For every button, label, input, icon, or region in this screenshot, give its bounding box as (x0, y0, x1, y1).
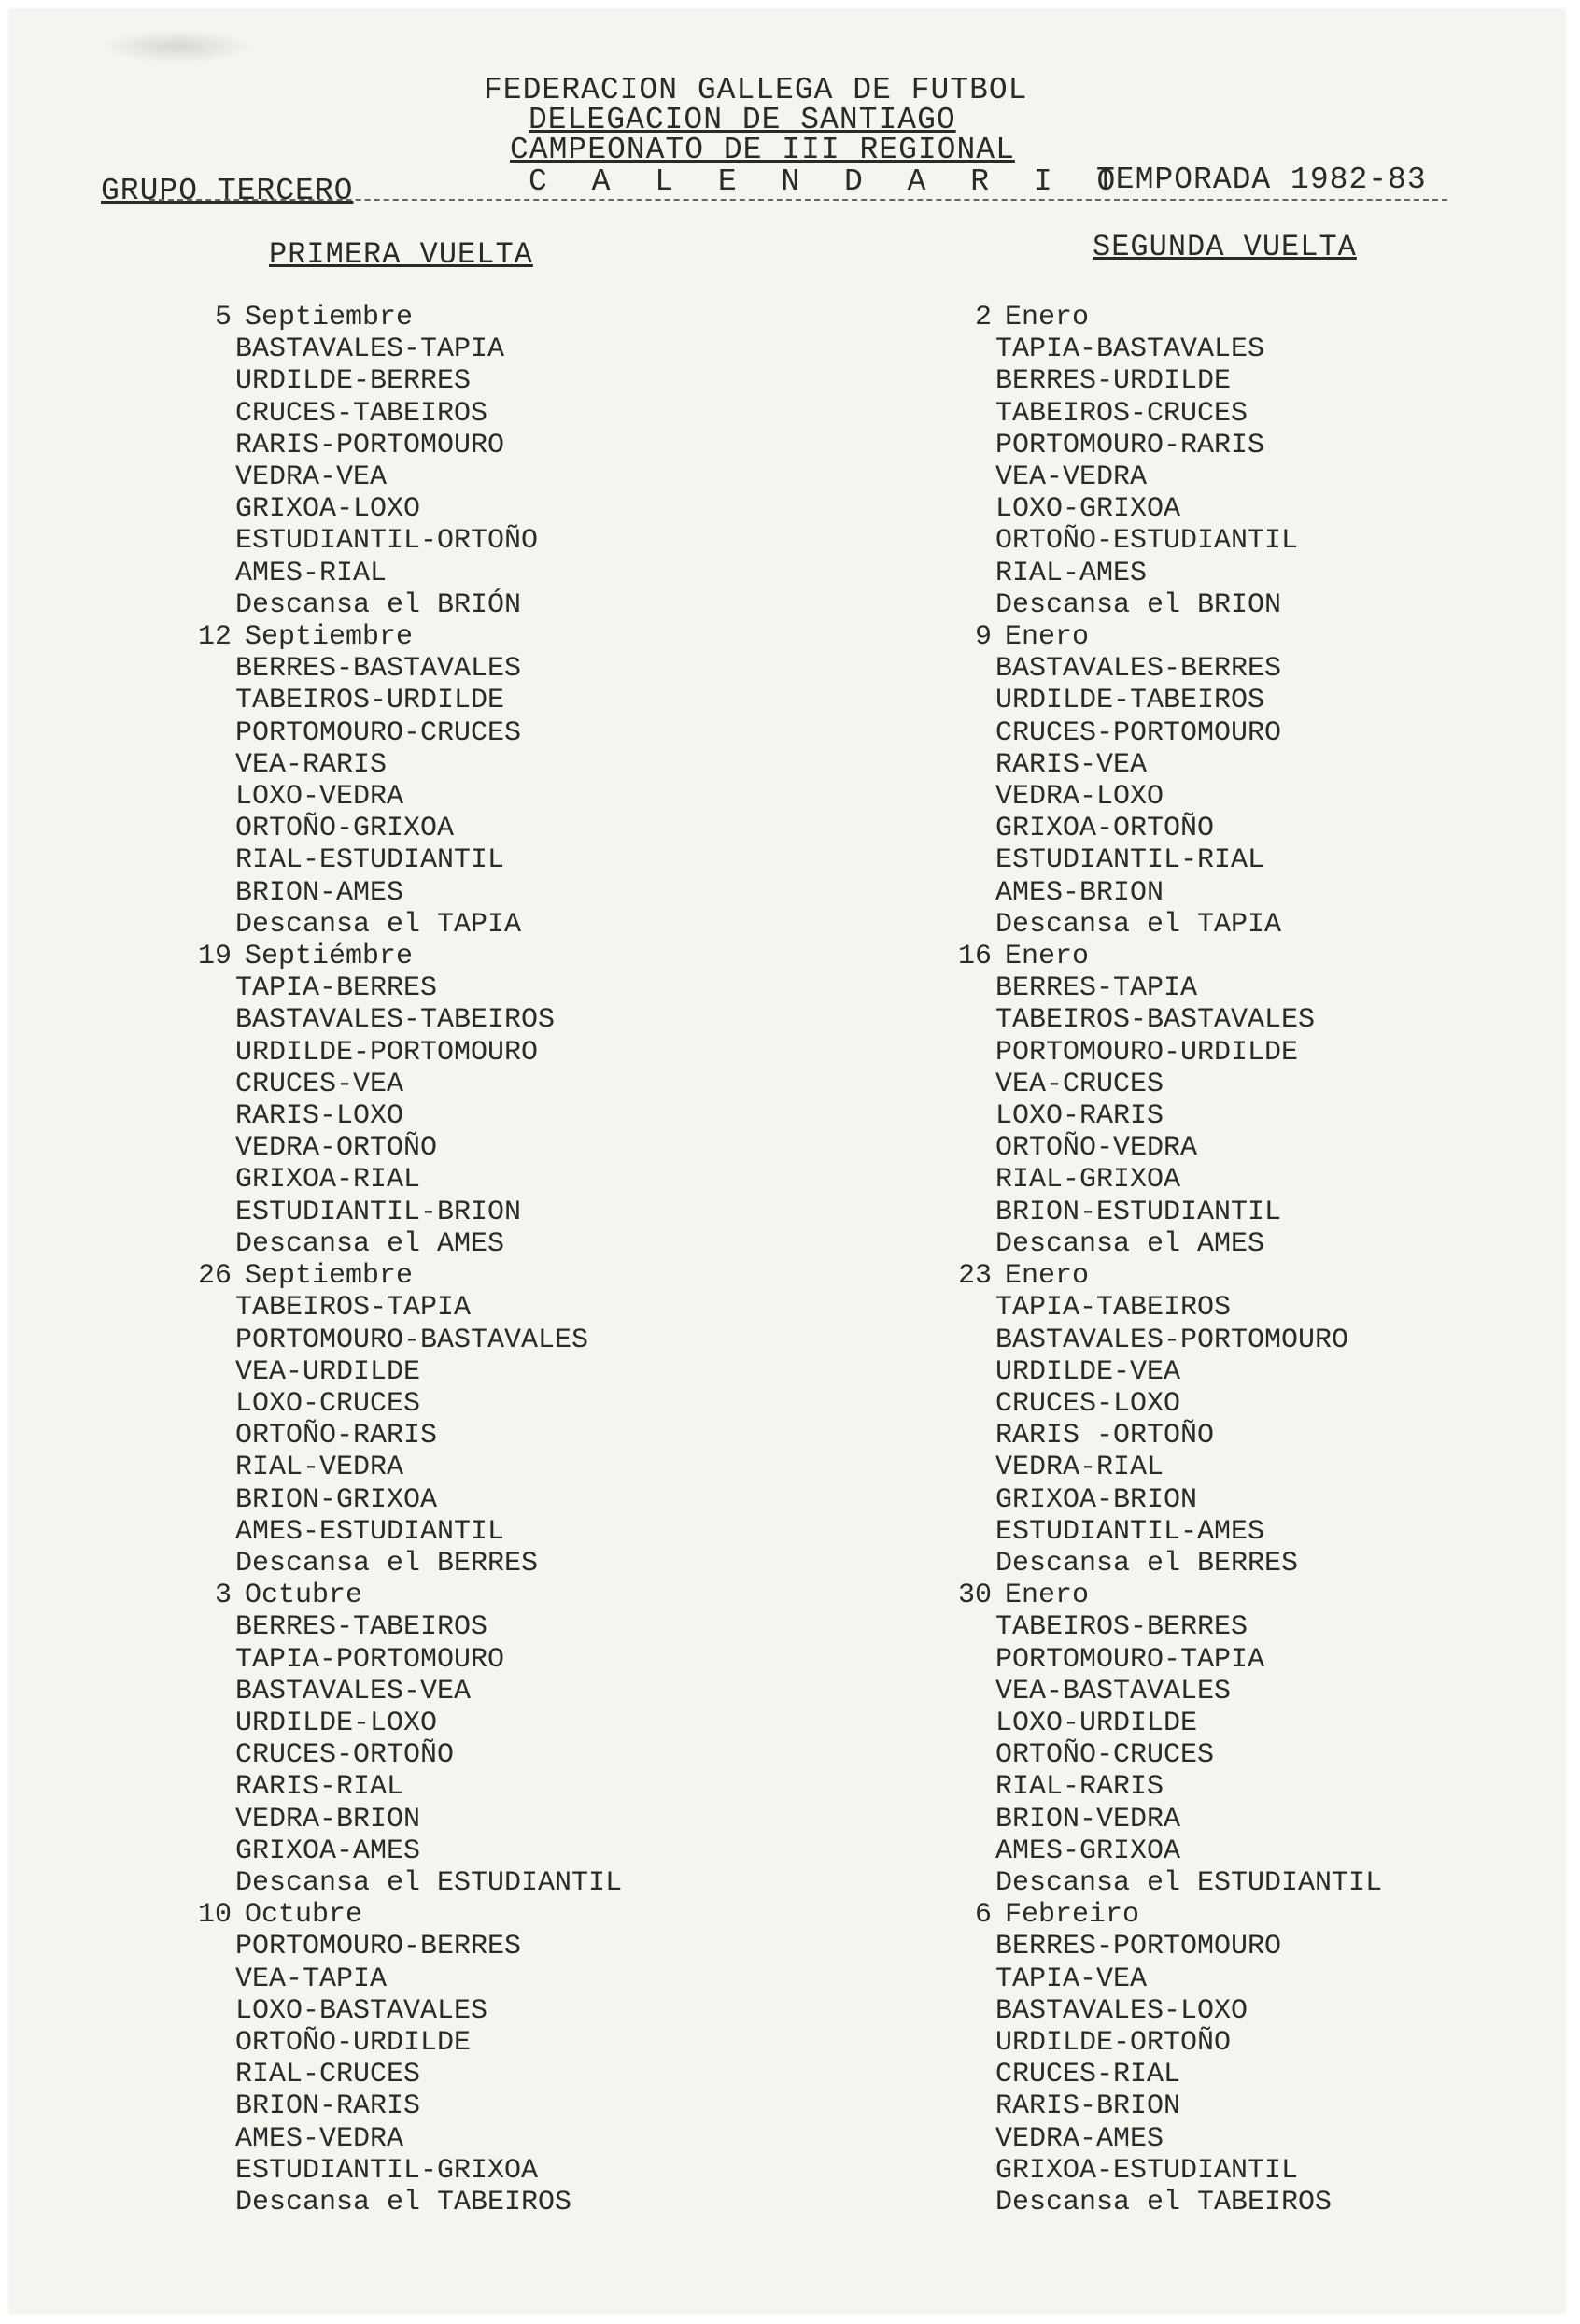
fixture: ORTOÑO-VEDRA (995, 1132, 1198, 1165)
matchday (187, 1899, 622, 2218)
fixture: ESTUDIANTIL-RIAL (995, 844, 1265, 877)
fixture: TAPIA-PORTOMOURO (235, 1643, 505, 1676)
fixture: URDILDE-BERRES (235, 365, 472, 398)
first-leg-title: PRIMERA VUELTA (269, 237, 533, 272)
fixture: PORTOMOURO-TAPIA (995, 1643, 1265, 1676)
fixture: VEA-VEDRA (995, 461, 1148, 494)
season-label: TEMPORADA 1982-83 (1096, 163, 1427, 197)
fixture: VEA-URDILDE (235, 1355, 421, 1388)
fixture: URDILDE-ORTOÑO (995, 2026, 1232, 2059)
fixture: BRION-GRIXOA (235, 1483, 438, 1516)
matchday-month: Enero (1005, 1260, 1090, 1293)
fixture: RIAL-CRUCES (235, 2059, 421, 2091)
fixture: BERRES-TAPIA (995, 972, 1198, 1005)
matchday-header (187, 1899, 622, 1931)
fixture: VEA-CRUCES (995, 1068, 1164, 1100)
fixture: CRUCES-RIAL (995, 2059, 1181, 2091)
fixture: RARIS-BRION (995, 2090, 1181, 2123)
fixture: BASTAVALES-LOXO (995, 1994, 1248, 2027)
header-divider (149, 199, 1447, 201)
rest-team: Descansa el TABEIROS (995, 2186, 1333, 2218)
matchday-header (947, 1899, 1382, 1931)
fixture: TABEIROS-CRUCES (995, 397, 1248, 430)
fixture: VEDRA-RIAL (995, 1452, 1164, 1484)
matchday-month: Febreiro (1005, 1899, 1140, 1932)
fixture: BERRES-PORTOMOURO (995, 1931, 1282, 1963)
matchday-day-number: 16 (957, 941, 992, 973)
matchday-day-number: 10 (197, 1899, 232, 1932)
matchday-header (187, 302, 622, 333)
fixture: CRUCES-VEA (235, 1068, 404, 1100)
rest-team: Descansa el AMES (995, 1227, 1265, 1260)
fixture: LOXO-RARIS (995, 1100, 1164, 1133)
matchday-month: Octubre (245, 1899, 363, 1932)
fixture: LOXO-URDILDE (995, 1707, 1198, 1739)
fixture: RIAL-AMES (995, 557, 1148, 589)
rest-team: Descansa el TAPIA (995, 908, 1282, 941)
fixture: VEA-BASTAVALES (995, 1675, 1232, 1708)
fixture: RARIS-LOXO (235, 1100, 404, 1133)
fixture: ESTUDIANTIL-ORTOÑO (235, 525, 539, 558)
fixture: ESTUDIANTIL-BRION (235, 1196, 522, 1228)
fixture: TAPIA-VEA (995, 1963, 1148, 1995)
ink-smudge (103, 30, 252, 64)
rest-team: Descansa el BERRES (995, 1547, 1299, 1580)
fixture: VEDRA-ORTOÑO (235, 1132, 438, 1165)
matchday-day-number: 5 (214, 302, 232, 333)
matchday (947, 621, 1382, 941)
rest-team: Descansa el BRIÓN (235, 588, 522, 621)
rest-team: Descansa el ESTUDIANTIL (235, 1866, 623, 1899)
fixture: ESTUDIANTIL-GRIXOA (235, 2154, 539, 2187)
matchday-day-number: 6 (974, 1899, 992, 1932)
fixture: BASTAVALES-TAPIA (235, 333, 505, 366)
matchday-header (947, 1260, 1382, 1292)
fixture: BRION-ESTUDIANTIL (995, 1196, 1282, 1228)
fixture: LOXO-VEDRA (235, 781, 404, 814)
fixture: BASTAVALES-TABEIROS (235, 1004, 556, 1037)
fixture: TABEIROS-BERRES (995, 1611, 1248, 1644)
fixture: RARIS-PORTOMOURO (235, 429, 505, 461)
fixture: GRIXOA-LOXO (235, 493, 421, 526)
fixture: PORTOMOURO-BASTAVALES (235, 1324, 589, 1356)
fixture: VEDRA-VEA (235, 461, 388, 494)
matchday-header (187, 941, 622, 972)
fixture: RIAL-VEDRA (235, 1452, 404, 1484)
fixture: ORTOÑO-ESTUDIANTIL (995, 525, 1299, 558)
fixture: BASTAVALES-PORTOMOURO (995, 1324, 1349, 1356)
matchday-month: Septiembre (245, 621, 414, 654)
fixture: CRUCES-PORTOMOURO (995, 716, 1282, 749)
matchday (947, 302, 1382, 621)
first-leg-column (187, 302, 622, 2218)
federation-title: FEDERACION GALLEGA DE FUTBOL (484, 73, 1028, 107)
matchday (947, 1580, 1382, 1899)
group-label: GRUPO TERCERO (101, 174, 354, 208)
fixture: BASTAVALES-BERRES (995, 653, 1282, 686)
matchday-header (947, 621, 1382, 653)
matchday-month: Enero (1005, 1580, 1090, 1612)
matchday-header (187, 621, 622, 653)
rest-team: Descansa el TABEIROS (235, 2186, 572, 2218)
fixture: RIAL-ESTUDIANTIL (235, 844, 505, 877)
fixture: ORTOÑO-GRIXOA (235, 813, 455, 845)
fixture: LOXO-GRIXOA (995, 493, 1181, 526)
fixture: CRUCES-TABEIROS (235, 397, 488, 430)
fixture: RARIS-RIAL (235, 1771, 404, 1804)
document-page (9, 9, 1565, 2313)
matchday-day-number: 2 (974, 302, 992, 333)
matchday (187, 621, 622, 941)
fixture: PORTOMOURO-RARIS (995, 429, 1265, 461)
fixture: BERRES-TABEIROS (235, 1611, 488, 1644)
fixture: VEDRA-BRION (235, 1803, 421, 1835)
matchday-month: Enero (1005, 941, 1090, 973)
fixture: RIAL-RARIS (995, 1771, 1164, 1804)
matchday (187, 302, 622, 621)
fixture: AMES-RIAL (235, 557, 388, 589)
matchday-day-number: 26 (197, 1260, 232, 1293)
fixture: RARIS-VEA (995, 748, 1148, 781)
fixture: CRUCES-LOXO (995, 1387, 1181, 1420)
fixture: RIAL-GRIXOA (995, 1164, 1181, 1197)
rest-team: Descansa el ESTUDIANTIL (995, 1866, 1383, 1899)
fixture: TAPIA-BERRES (235, 972, 438, 1005)
fixture: BERRES-URDILDE (995, 365, 1232, 398)
matchday (187, 1260, 622, 1580)
matchday (947, 941, 1382, 1260)
second-leg-title: SEGUNDA VUELTA (1093, 230, 1357, 264)
fixture: BRION-VEDRA (995, 1803, 1181, 1835)
matchday-month: Enero (1005, 621, 1090, 654)
fixture: VEA-TAPIA (235, 1963, 388, 1995)
fixture: GRIXOA-ESTUDIANTIL (995, 2154, 1299, 2187)
second-leg-column (947, 302, 1382, 2218)
fixture: GRIXOA-BRION (995, 1483, 1198, 1516)
matchday-month: Septiémbre (245, 941, 414, 973)
fixture: AMES-ESTUDIANTIL (235, 1515, 505, 1548)
fixture: AMES-VEDRA (235, 2122, 404, 2155)
fixture: URDILDE-PORTOMOURO (235, 1036, 539, 1069)
fixture: URDILDE-TABEIROS (995, 685, 1265, 717)
fixture: GRIXOA-ORTOÑO (995, 813, 1215, 845)
fixture: BERRES-BASTAVALES (235, 653, 522, 686)
matchday-day-number: 19 (197, 941, 232, 973)
fixture: BASTAVALES-VEA (235, 1675, 472, 1708)
fixture: ORTOÑO-URDILDE (235, 2026, 472, 2059)
calendar-title: C A L E N D A R I O (529, 164, 1129, 199)
matchday-day-number: 12 (197, 621, 232, 654)
matchday-header (187, 1580, 622, 1611)
matchday-header (187, 1260, 622, 1292)
matchday (187, 941, 622, 1260)
matchday (947, 1899, 1382, 2218)
fixture: PORTOMOURO-CRUCES (235, 716, 522, 749)
matchday (947, 1260, 1382, 1580)
matchday-day-number: 3 (214, 1580, 232, 1612)
fixture: TABEIROS-TAPIA (235, 1292, 472, 1325)
rest-team: Descansa el BRION (995, 588, 1282, 621)
fixture: AMES-BRION (995, 876, 1164, 909)
matchday-month: Septiembre (245, 1260, 414, 1293)
fixture: CRUCES-ORTOÑO (235, 1739, 455, 1772)
fixture: LOXO-CRUCES (235, 1387, 421, 1420)
fixture: LOXO-BASTAVALES (235, 1994, 488, 2027)
matchday-header (947, 1580, 1382, 1611)
matchday-month: Septiembre (245, 302, 414, 333)
fixture: VEDRA-AMES (995, 2122, 1164, 2155)
fixture: AMES-GRIXOA (995, 1835, 1181, 1867)
matchday-day-number: 30 (957, 1580, 992, 1612)
fixture: ORTOÑO-RARIS (235, 1420, 438, 1452)
fixture: VEDRA-LOXO (995, 781, 1164, 814)
fixture: VEA-RARIS (235, 748, 388, 781)
championship-title: CAMPEONATO DE III REGIONAL (510, 133, 1015, 167)
matchday-month: Enero (1005, 302, 1090, 333)
rest-team: Descansa el BERRES (235, 1547, 539, 1580)
fixture: URDILDE-LOXO (235, 1707, 438, 1739)
fixture: GRIXOA-AMES (235, 1835, 421, 1867)
rest-team: Descansa el TAPIA (235, 908, 522, 941)
matchday-header (947, 302, 1382, 333)
fixture: RARIS -ORTOÑO (995, 1420, 1215, 1452)
fixture: TAPIA-TABEIROS (995, 1292, 1232, 1325)
matchday-month: Octubre (245, 1580, 363, 1612)
matchday-header (947, 941, 1382, 972)
fixture: BRION-RARIS (235, 2090, 421, 2123)
fixture: URDILDE-VEA (995, 1355, 1181, 1388)
fixture: TAPIA-BASTAVALES (995, 333, 1265, 366)
fixture: GRIXOA-RIAL (235, 1164, 421, 1197)
fixture: TABEIROS-URDILDE (235, 685, 505, 717)
fixture: ESTUDIANTIL-AMES (995, 1515, 1265, 1548)
fixture: TABEIROS-BASTAVALES (995, 1004, 1316, 1037)
fixture: PORTOMOURO-BERRES (235, 1931, 522, 1963)
matchday (187, 1580, 622, 1899)
fixture: BRION-AMES (235, 876, 404, 909)
delegation-title: DELEGACION DE SANTIAGO (529, 103, 956, 137)
rest-team: Descansa el AMES (235, 1227, 505, 1260)
fixture: PORTOMOURO-URDILDE (995, 1036, 1299, 1069)
matchday-day-number: 23 (957, 1260, 992, 1293)
fixture: ORTOÑO-CRUCES (995, 1739, 1215, 1772)
matchday-day-number: 9 (974, 621, 992, 654)
